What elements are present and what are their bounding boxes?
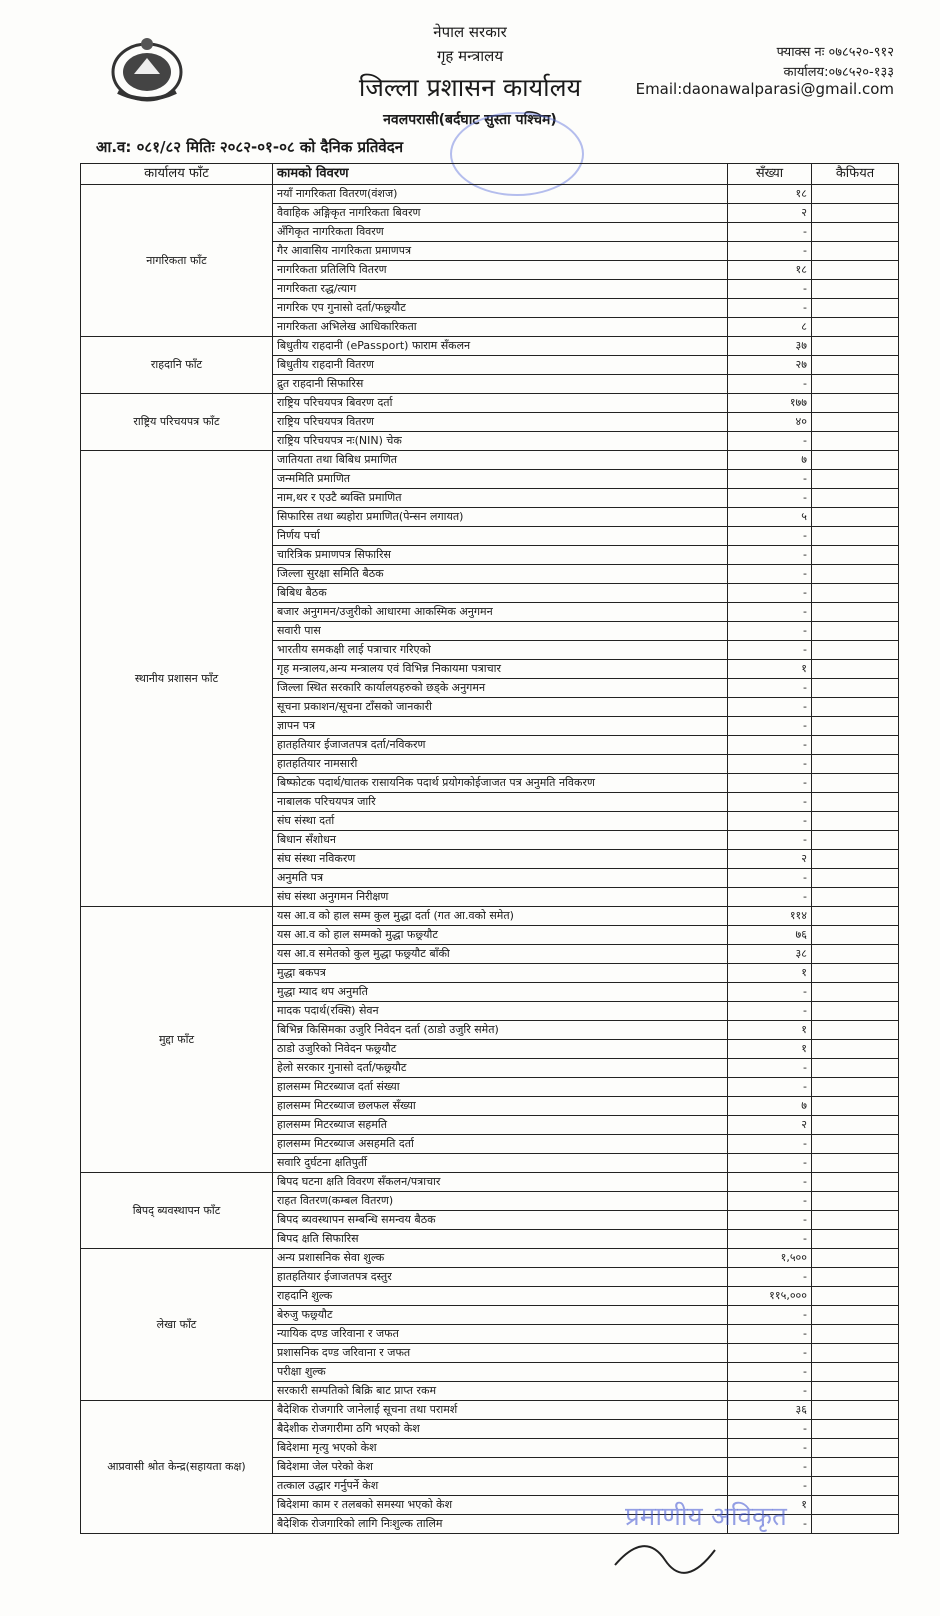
row-remark bbox=[812, 1040, 899, 1059]
section-name: राहदानि फाँट bbox=[81, 337, 273, 394]
row-remark bbox=[812, 1116, 899, 1135]
row-remark bbox=[812, 793, 899, 812]
row-description: राहदानि शुल्क bbox=[273, 1287, 728, 1306]
daily-report-table bbox=[80, 163, 899, 1534]
row-description: नागरिकता रद्ध/त्याग bbox=[273, 280, 728, 299]
row-count: २ bbox=[728, 850, 812, 869]
row-count: १ bbox=[728, 964, 812, 983]
row-count: - bbox=[728, 584, 812, 603]
row-count: ११४ bbox=[728, 907, 812, 926]
row-description: जन्ममिति प्रमाणित bbox=[273, 470, 728, 489]
row-description: नाबालक परिचयपत्र जारि bbox=[273, 793, 728, 812]
row-description: नाम,थर र एउटै ब्यक्ति प्रमाणित bbox=[273, 489, 728, 508]
row-remark bbox=[812, 318, 899, 337]
row-description: राहत वितरण(कम्बल वितरण) bbox=[273, 1192, 728, 1211]
report-title: आ.व: ०८१/८२ मितिः २०८२-०१-०८ को दैनिक प्रतिवेदन bbox=[96, 138, 404, 156]
row-count: - bbox=[728, 242, 812, 261]
ministry-name: गृह मन्त्रालय bbox=[436, 47, 504, 65]
row-description: हातहतियार ईजाजतपत्र दर्ता/नविकरण bbox=[273, 736, 728, 755]
row-description: जिल्ला सुरक्षा समिति बैठक bbox=[273, 565, 728, 584]
row-count: - bbox=[728, 1382, 812, 1401]
row-description: सरकारी सम्पतिको बिक्रि बाट प्राप्त रकम bbox=[273, 1382, 728, 1401]
row-description: हालसम्म मिटरब्याज सहमति bbox=[273, 1116, 728, 1135]
row-count: - bbox=[728, 622, 812, 641]
row-remark bbox=[812, 185, 899, 204]
row-count: - bbox=[728, 641, 812, 660]
row-remark bbox=[812, 1135, 899, 1154]
row-description: जिल्ला स्थित सरकारि कार्यालयहरुको छड्के अनुगमन bbox=[273, 679, 728, 698]
row-remark bbox=[812, 470, 899, 489]
row-remark bbox=[812, 1382, 899, 1401]
row-description: बिदेशमा मृत्यु भएको केश bbox=[273, 1439, 728, 1458]
row-remark bbox=[812, 394, 899, 413]
row-description: निर्णय पर्चा bbox=[273, 527, 728, 546]
row-description: नागरिक एप गुनासो दर्ता/फछ्र्यौट bbox=[273, 299, 728, 318]
row-remark bbox=[812, 831, 899, 850]
row-count: - bbox=[728, 793, 812, 812]
row-description: द्रुत राहदानी सिफारिस bbox=[273, 375, 728, 394]
row-description: भारतीय समकक्षी लाई पत्राचार गरिएको bbox=[273, 641, 728, 660]
table-row bbox=[81, 1173, 899, 1192]
row-count: ३७ bbox=[728, 337, 812, 356]
row-description: जातियता तथा बिबिध प्रमाणित bbox=[273, 451, 728, 470]
row-remark bbox=[812, 983, 899, 1002]
row-count: - bbox=[728, 698, 812, 717]
row-remark bbox=[812, 508, 899, 527]
row-count: - bbox=[728, 755, 812, 774]
row-description: राष्ट्रिय परिचयपत्र वितरण bbox=[273, 413, 728, 432]
row-description: हातहतियार नामसारी bbox=[273, 755, 728, 774]
row-count: - bbox=[728, 1230, 812, 1249]
table-row bbox=[81, 1401, 899, 1420]
row-count: - bbox=[728, 489, 812, 508]
row-count: - bbox=[728, 280, 812, 299]
row-description: यस आ.व को हाल सम्मको मुद्धा फछ्र्यौट bbox=[273, 926, 728, 945]
row-remark bbox=[812, 888, 899, 907]
row-count: - bbox=[728, 869, 812, 888]
row-count: - bbox=[728, 375, 812, 394]
row-remark bbox=[812, 1458, 899, 1477]
row-remark bbox=[812, 698, 899, 717]
row-description: अनुमति पत्र bbox=[273, 869, 728, 888]
row-remark bbox=[812, 1002, 899, 1021]
row-count: - bbox=[728, 1458, 812, 1477]
row-count: - bbox=[728, 1002, 812, 1021]
row-remark bbox=[812, 584, 899, 603]
row-count: - bbox=[728, 774, 812, 793]
row-count: ७६ bbox=[728, 926, 812, 945]
row-description: बिदेशमा काम र तलबको समस्या भएको केश bbox=[273, 1496, 728, 1515]
signature-stamp-icon bbox=[605, 1490, 825, 1580]
row-count: - bbox=[728, 983, 812, 1002]
row-remark bbox=[812, 242, 899, 261]
row-remark bbox=[812, 261, 899, 280]
row-description: नागरिकता प्रतिलिपि वितरण bbox=[273, 261, 728, 280]
row-count: - bbox=[728, 470, 812, 489]
row-count: ३६ bbox=[728, 1401, 812, 1420]
row-description: बेरुजु फछ्र्यौट bbox=[273, 1306, 728, 1325]
row-count: - bbox=[728, 717, 812, 736]
row-count: - bbox=[728, 1306, 812, 1325]
row-description: संघ संस्था अनुगमन निरीक्षण bbox=[273, 888, 728, 907]
row-description: बैदेशिक रोजगारि जानेलाई सूचना तथा परामर्श bbox=[273, 1401, 728, 1420]
row-description: सवारी पास bbox=[273, 622, 728, 641]
row-count: - bbox=[728, 527, 812, 546]
row-count: - bbox=[728, 1344, 812, 1363]
row-description: अँगिकृत नागरिकता विवरण bbox=[273, 223, 728, 242]
row-remark bbox=[812, 774, 899, 793]
row-count: - bbox=[728, 1211, 812, 1230]
row-remark bbox=[812, 1420, 899, 1439]
row-remark bbox=[812, 755, 899, 774]
row-remark bbox=[812, 1268, 899, 1287]
row-description: बिधुतीय राहदानी वितरण bbox=[273, 356, 728, 375]
row-count: ४० bbox=[728, 413, 812, 432]
row-count: १ bbox=[728, 1021, 812, 1040]
row-count: ३८ bbox=[728, 945, 812, 964]
row-count: - bbox=[728, 1363, 812, 1382]
row-description: हालसम्म मिटरब्याज असहमति दर्ता bbox=[273, 1135, 728, 1154]
row-remark bbox=[812, 736, 899, 755]
row-count: ७ bbox=[728, 451, 812, 470]
office-name: जिल्ला प्रशासन कार्यालय bbox=[358, 73, 582, 102]
row-description: बिधुतीय राहदानी (ePassport) फाराम सँकलन bbox=[273, 337, 728, 356]
row-description: संघ संस्था दर्ता bbox=[273, 812, 728, 831]
row-count: ५ bbox=[728, 508, 812, 527]
row-remark bbox=[812, 850, 899, 869]
col-header-section: कार्यालय फाँट bbox=[81, 164, 273, 185]
row-description: ठाडो उजुरिको निवेदन फछ्र्यौट bbox=[273, 1040, 728, 1059]
row-remark bbox=[812, 717, 899, 736]
row-description: बिपद ब्यवस्थापन सम्बन्धि समन्वय बैठक bbox=[273, 1211, 728, 1230]
row-description: हेलो सरकार गुनासो दर्ता/फछ्र्यौट bbox=[273, 1059, 728, 1078]
row-count: ११५,००० bbox=[728, 1287, 812, 1306]
row-count: - bbox=[728, 831, 812, 850]
row-description: ज्ञापन पत्र bbox=[273, 717, 728, 736]
table-row bbox=[81, 451, 899, 470]
row-count: - bbox=[728, 1439, 812, 1458]
row-description: यस आ.व समेतको कुल मुद्धा फछ्र्यौट बाँकी bbox=[273, 945, 728, 964]
row-remark bbox=[812, 546, 899, 565]
row-description: हालसम्म मिटरब्याज दर्ता संख्या bbox=[273, 1078, 728, 1097]
row-description: मुद्धा बकपत्र bbox=[273, 964, 728, 983]
row-description: हातहतियार ईजाजतपत्र दस्तुर bbox=[273, 1268, 728, 1287]
row-remark bbox=[812, 356, 899, 375]
row-remark bbox=[812, 432, 899, 451]
col-header-count: सँख्या bbox=[728, 164, 812, 185]
row-description: मुद्धा म्याद थप अनुमति bbox=[273, 983, 728, 1002]
row-remark bbox=[812, 375, 899, 394]
row-remark bbox=[812, 812, 899, 831]
row-remark bbox=[812, 204, 899, 223]
row-remark bbox=[812, 1287, 899, 1306]
row-remark bbox=[812, 1344, 899, 1363]
table-row bbox=[81, 394, 899, 413]
row-description: सवारि दुर्घटना क्षतिपुर्ती bbox=[273, 1154, 728, 1173]
row-count: - bbox=[728, 299, 812, 318]
row-count: - bbox=[728, 1420, 812, 1439]
nepal-emblem-icon bbox=[104, 34, 190, 106]
svg-text:प्रमाणीय अविकृत: प्रमाणीय अविकृत bbox=[625, 1502, 787, 1532]
row-remark bbox=[812, 1439, 899, 1458]
row-description: मादक पदार्थ(रक्सि) सेवन bbox=[273, 1002, 728, 1021]
row-description: यस आ.व को हाल सम्म कुल मुद्धा दर्ता (गत आ.वको समेत) bbox=[273, 907, 728, 926]
section-name: स्थानीय प्रशासन फाँट bbox=[81, 451, 273, 907]
row-remark bbox=[812, 603, 899, 622]
row-remark bbox=[812, 926, 899, 945]
row-description: हालसम्म मिटरब्याज छलफल सँख्या bbox=[273, 1097, 728, 1116]
row-count: - bbox=[728, 736, 812, 755]
row-count: - bbox=[728, 1135, 812, 1154]
row-description: बिभिन्न किसिमका उजुरि निवेदन दर्ता (ठाडो उजुरि समेत) bbox=[273, 1021, 728, 1040]
section-name: नागरिकता फाँट bbox=[81, 185, 273, 337]
row-remark bbox=[812, 299, 899, 318]
table-row bbox=[81, 1249, 899, 1268]
section-name: मुद्दा फाँट bbox=[81, 907, 273, 1173]
row-count: १७७ bbox=[728, 394, 812, 413]
row-remark bbox=[812, 1211, 899, 1230]
row-count: - bbox=[728, 812, 812, 831]
section-name: राष्ट्रिय परिचयपत्र फाँट bbox=[81, 394, 273, 451]
row-description: सिफारिस तथा ब्यहोरा प्रमाणित(पेन्सन लगायत) bbox=[273, 508, 728, 527]
row-remark bbox=[812, 413, 899, 432]
row-remark bbox=[812, 907, 899, 926]
row-remark bbox=[812, 1173, 899, 1192]
row-description: बैदेशीक रोजगारीमा ठगि भएको केश bbox=[273, 1420, 728, 1439]
row-remark bbox=[812, 565, 899, 584]
row-description: नागरिकता अभिलेख आधिकारिकता bbox=[273, 318, 728, 337]
row-remark bbox=[812, 679, 899, 698]
row-count: २ bbox=[728, 204, 812, 223]
table-body bbox=[81, 185, 899, 1534]
row-count: - bbox=[728, 546, 812, 565]
row-remark bbox=[812, 280, 899, 299]
row-remark bbox=[812, 641, 899, 660]
row-count: - bbox=[728, 1078, 812, 1097]
row-count: १ bbox=[728, 1040, 812, 1059]
row-count: १८ bbox=[728, 185, 812, 204]
row-count: - bbox=[728, 603, 812, 622]
row-count: ८ bbox=[728, 318, 812, 337]
row-remark bbox=[812, 869, 899, 888]
row-count: १,५०० bbox=[728, 1249, 812, 1268]
row-description: बैदेशिक रोजगारिको लागि निःशुल्क तालिम bbox=[273, 1515, 728, 1534]
row-count: २ bbox=[728, 1116, 812, 1135]
row-remark bbox=[812, 1154, 899, 1173]
row-description: न्यायिक दण्ड जरिवाना र जफत bbox=[273, 1325, 728, 1344]
row-count: - bbox=[728, 432, 812, 451]
row-count: - bbox=[728, 1325, 812, 1344]
row-description: बिबिध बैठक bbox=[273, 584, 728, 603]
row-description: वैवाहिक अङ्गिकृत नागरिकता बिवरण bbox=[273, 204, 728, 223]
row-description: बिपद घटना क्षति विवरण सँकलन/पत्राचार bbox=[273, 1173, 728, 1192]
row-remark bbox=[812, 223, 899, 242]
row-remark bbox=[812, 1059, 899, 1078]
table-header-row bbox=[81, 164, 899, 185]
email-address: Email:daonawalparasi@gmail.com bbox=[635, 80, 894, 98]
table-row bbox=[81, 337, 899, 356]
row-count: - bbox=[728, 1268, 812, 1287]
row-count: - bbox=[728, 1515, 812, 1534]
row-description: बिदेशमा जेल परेको केश bbox=[273, 1458, 728, 1477]
row-remark bbox=[812, 964, 899, 983]
government-name: नेपाल सरकार bbox=[433, 23, 507, 41]
row-remark bbox=[812, 945, 899, 964]
row-description: सूचना प्रकाशन/सूचना टाँसको जानकारी bbox=[273, 698, 728, 717]
row-count: - bbox=[728, 888, 812, 907]
row-description: अन्य प्रशासनिक सेवा शुल्क bbox=[273, 1249, 728, 1268]
row-remark bbox=[812, 1078, 899, 1097]
row-remark bbox=[812, 1306, 899, 1325]
row-remark bbox=[812, 1097, 899, 1116]
row-remark bbox=[812, 337, 899, 356]
row-count: २७ bbox=[728, 356, 812, 375]
row-count: १ bbox=[728, 1496, 812, 1515]
row-description: बिष्फोटक पदार्थ/घातक रासायनिक पदार्थ प्रयोगकोईजाजत पत्र अनुमति नविकरण bbox=[273, 774, 728, 793]
table-row bbox=[81, 907, 899, 926]
row-description: बिपद क्षति सिफारिस bbox=[273, 1230, 728, 1249]
section-name: आप्रवासी श्रोत केन्द्र(सहायता कक्ष) bbox=[81, 1401, 273, 1534]
row-count: - bbox=[728, 1059, 812, 1078]
row-count: - bbox=[728, 1173, 812, 1192]
district-name: नवलपरासी(बर्दघाट सुस्ता पश्चिम) bbox=[383, 112, 557, 128]
row-remark bbox=[812, 451, 899, 470]
row-description: प्रशासनिक दण्ड जरिवाना र जफत bbox=[273, 1344, 728, 1363]
row-count: - bbox=[728, 565, 812, 584]
row-remark bbox=[812, 1021, 899, 1040]
col-header-remark: कैफियत bbox=[812, 164, 899, 185]
row-description: संघ संस्था नविकरण bbox=[273, 850, 728, 869]
row-description: राष्ट्रिय परिचयपत्र बिवरण दर्ता bbox=[273, 394, 728, 413]
row-description: चारित्रिक प्रमाणपत्र सिफारिस bbox=[273, 546, 728, 565]
row-count: - bbox=[728, 1154, 812, 1173]
row-remark bbox=[812, 489, 899, 508]
row-description: गृह मन्त्रालय,अन्य मन्त्रालय एवं विभिन्न निकायमा पत्राचार bbox=[273, 660, 728, 679]
row-description: बिधान सँशोधन bbox=[273, 831, 728, 850]
row-remark bbox=[812, 622, 899, 641]
row-remark bbox=[812, 1401, 899, 1420]
row-count: १ bbox=[728, 660, 812, 679]
row-description: तत्काल उद्धार गर्नुपर्ने केश bbox=[273, 1477, 728, 1496]
row-remark bbox=[812, 527, 899, 546]
col-header-description: कामको विवरण bbox=[273, 164, 728, 185]
office-phone: कार्यालय:०७८५२०-१३३ bbox=[783, 65, 894, 80]
row-remark bbox=[812, 1249, 899, 1268]
row-remark bbox=[812, 1192, 899, 1211]
row-remark bbox=[812, 1230, 899, 1249]
section-name: बिपद् ब्यवस्थापन फाँट bbox=[81, 1173, 273, 1249]
row-remark bbox=[812, 1363, 899, 1382]
fax-number: फ्याक्स नः ०७८५२०-९१२ bbox=[776, 45, 894, 60]
row-description: नयाँ नागरिकता वितरण(वंशज) bbox=[273, 185, 728, 204]
row-count: - bbox=[728, 223, 812, 242]
row-description: राष्ट्रिय परिचयपत्र नः(NIN) चेक bbox=[273, 432, 728, 451]
row-description: बजार अनुगमन/उजुरीको आधारमा आकस्मिक अनुगमन bbox=[273, 603, 728, 622]
row-description: गैर आवासिय नागरिकता प्रमाणपत्र bbox=[273, 242, 728, 261]
row-count: ७ bbox=[728, 1097, 812, 1116]
row-remark bbox=[812, 660, 899, 679]
row-count: - bbox=[728, 1477, 812, 1496]
row-description: परीक्षा शुल्क bbox=[273, 1363, 728, 1382]
table-row bbox=[81, 185, 899, 204]
row-count: - bbox=[728, 679, 812, 698]
row-count: १८ bbox=[728, 261, 812, 280]
row-count: - bbox=[728, 1192, 812, 1211]
row-remark bbox=[812, 1325, 899, 1344]
section-name: लेखा फाँट bbox=[81, 1249, 273, 1401]
